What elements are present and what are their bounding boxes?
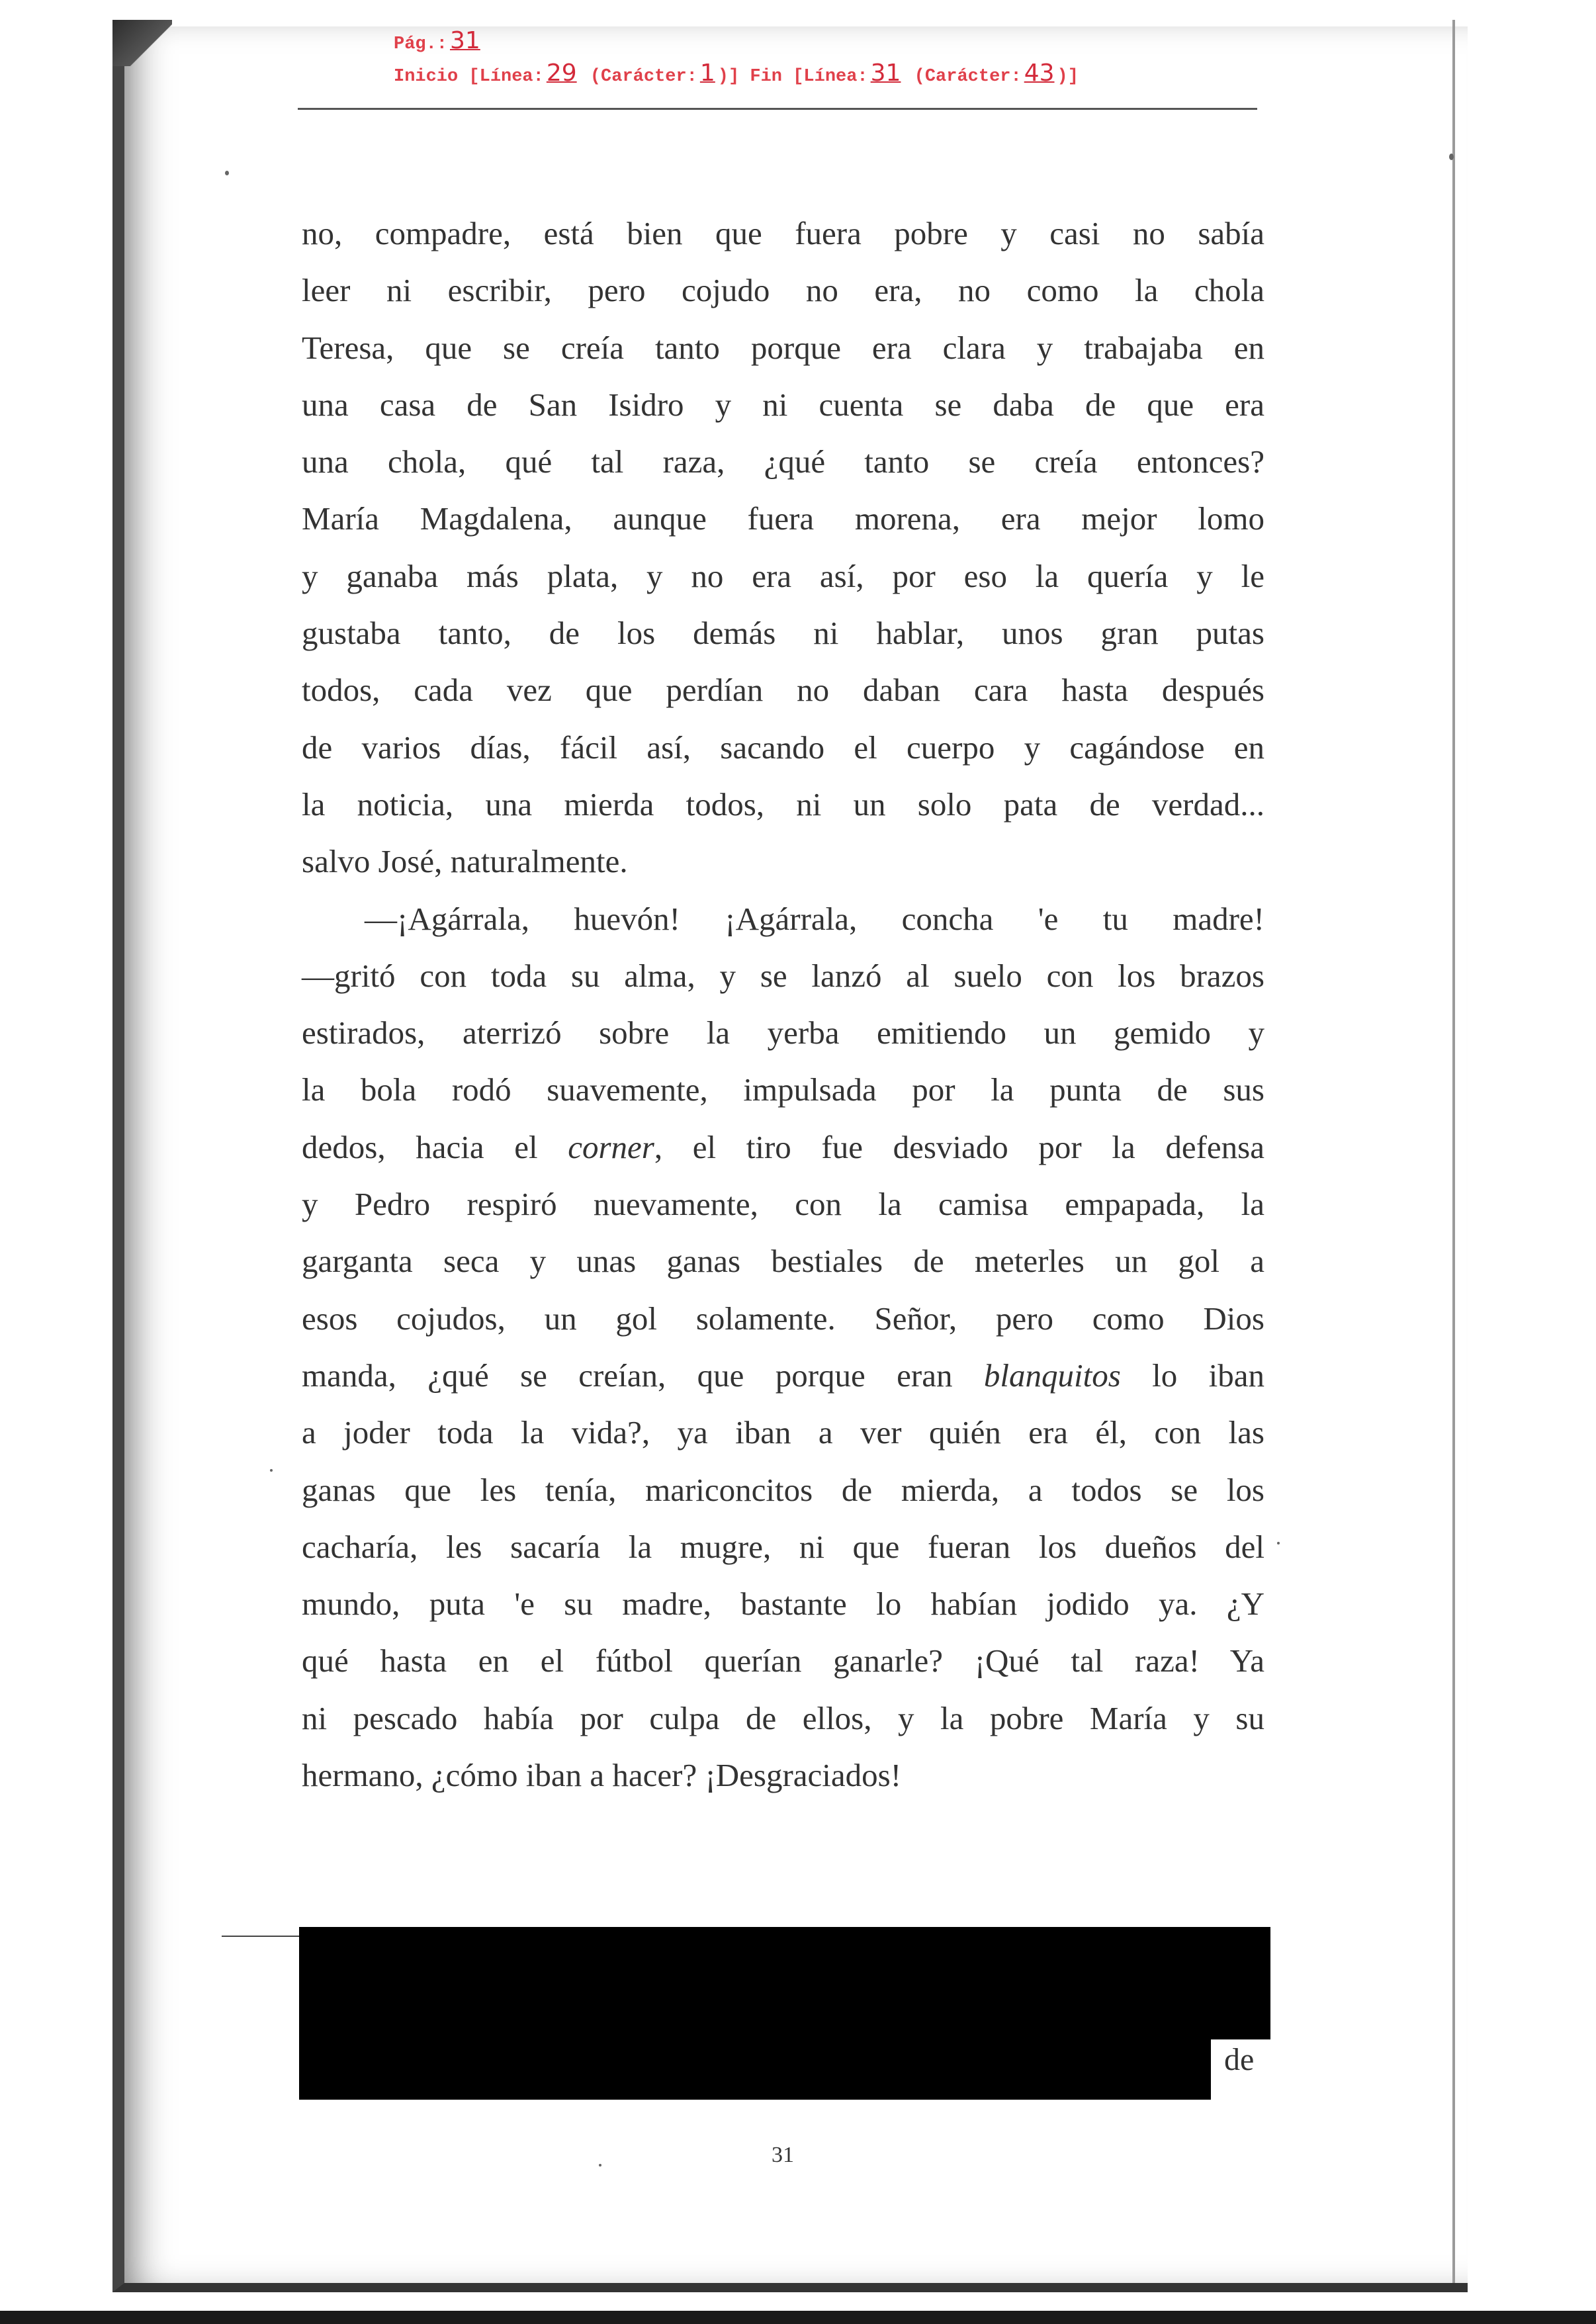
stamp-end-line: 31 [870,60,901,87]
text-line-with-italic [302,1347,1264,1404]
text-line: la bola rodó suavemente, impulsada por la punta de sus [302,1071,1264,1108]
text-line: de varios días, fácil así, sacando el cuerpo y cagándose en [302,729,1264,766]
page-right-edge [1452,20,1455,2283]
text-line: y ganaba más plata, y no era así, por eso la quería y le [302,557,1264,594]
redaction-box [299,2038,1211,2100]
scan-speck [225,171,229,175]
stamp-start-char-label: (Carácter: [590,67,697,87]
text-line: salvo José, naturalmente. [302,843,628,880]
stamp-start-close: )] [717,67,740,87]
stamp-page-label: Pág.: [394,34,448,54]
stamp-range-row [394,59,1079,91]
text-line: María Magdalena, aunque fuera morena, era mejor lomo [302,500,1264,537]
scan-speck [1449,154,1454,160]
text-line: y Pedro respiró nuevamente, con la camisa empapada, la [302,1186,1264,1223]
scan-speck [1277,1542,1280,1544]
text-line: todos, cada vez que perdían no daban cara hasta después [302,672,1264,709]
text-line: gustaba tanto, de los demás ni hablar, unos gran putas [302,615,1264,652]
text-line: leer ni escribir, pero cojudo no era, no como la chola [302,272,1264,309]
italic-word: blanquitos [983,1357,1121,1394]
text-line: esos cojudos, un gol solamente. Señor, pero como Dios [302,1300,1264,1337]
text-segment: , el tiro fue desviado por la defensa [654,1128,1264,1165]
scan-speck [599,2164,601,2167]
footnote-visible-word: de [1224,2042,1255,2077]
stamp-end-close: )] [1057,67,1079,87]
stamp-end-char-label: (Carácter: [914,67,1022,87]
text-line: estirados, aterrizó sobre la yerba emitiendo un gemido y [302,1014,1264,1051]
text-segment: lo iban [1152,1357,1265,1394]
text-line: hermano, ¿cómo iban a hacer? ¡Desgraciados! [302,1757,902,1794]
text-line: una chola, qué tal raza, ¿qué tanto se creía entonces? [302,443,1264,480]
text-line: no, compadre, está bien que fuera pobre y casi no sabía [302,215,1264,251]
text-line: la noticia, una mierda todos, ni un solo pata de verdad... [302,785,1264,823]
page-fold-corner [112,20,172,66]
text-line: mundo, puta 'e su madre, bastante lo habían jodido ya. ¿Y [302,1586,1264,1623]
stamp-start-label: Inicio [Línea: [394,67,544,87]
text-line: qué hasta en el fútbol querían ganarle? ¡Qué tal raza! Ya [302,1642,1264,1679]
stamp-end-char: 43 [1024,60,1055,87]
stamp-start-line: 29 [546,60,577,87]
redaction-box [299,1927,1270,2039]
text-line: —gritó con toda su alma, y se lanzó al suelo con los brazos [302,957,1264,994]
text-segment: manda, ¿qué se creían, que porque eran [302,1357,953,1394]
body-text [302,205,1264,1804]
text-line: ganas que les tenía, mariconcitos de mierda, a todos se los [302,1471,1264,1508]
footnote-rule [222,1936,308,1937]
text-line: —¡Agárrala, huevón! ¡Agárrala, concha 'e tu madre! [365,900,1264,937]
header-rule [298,108,1257,110]
scan-bottom-edge [0,2311,1596,2324]
text-line: ni pescado había por culpa de ellos, y la pobre María y su [302,1699,1264,1736]
annotation-stamp [394,26,1079,91]
scan-speck [270,1469,273,1472]
stamp-page-row [394,26,1079,59]
stamp-start-char: 1 [699,60,715,87]
stamp-end-label: Fin [Línea: [750,67,868,87]
text-line: una casa de San Isidro y ni cuenta se daba de que era [302,386,1264,423]
text-line: garganta seca y unas ganas bestiales de meterles un gol a [302,1243,1264,1280]
stamp-page-value: 31 [450,27,480,54]
page-number: 31 [772,2143,794,2167]
text-line: a joder toda la vida?, ya iban a ver quién era él, con las [302,1414,1264,1451]
italic-word: corner [568,1128,654,1165]
text-segment: dedos, hacia el [302,1128,538,1165]
text-line: Teresa, que se creía tanto porque era clara y trabajaba en [302,329,1264,366]
text-line: cacharía, les sacaría la mugre, ni que fueran los dueños del [302,1528,1264,1565]
text-line-with-italic [302,1119,1264,1176]
